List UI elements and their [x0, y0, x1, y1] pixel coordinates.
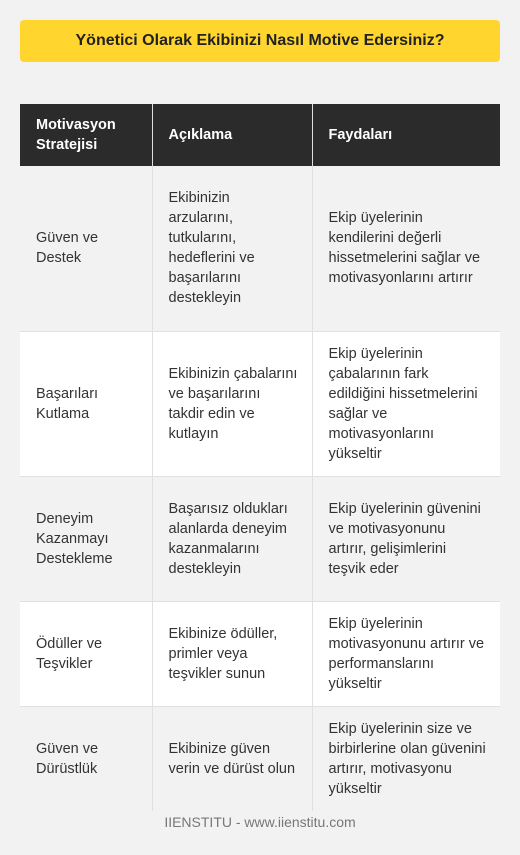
- table-row: [20, 331, 500, 476]
- strategy-cell: Güven ve Dürüstlük: [20, 706, 152, 811]
- description-cell: Ekibinizin arzularını, tutkularını, hedeflerini ve başarılarını destekleyin: [152, 166, 312, 331]
- description-cell: Ekibinize güven verin ve dürüst olun: [152, 706, 312, 811]
- strategy-cell: Deneyim Kazanmayı Destekleme: [20, 476, 152, 601]
- benefits-cell: Ekip üyelerinin motivasyonunu artırır ve performanslarını yükseltir: [312, 601, 500, 706]
- title-banner: [20, 20, 500, 62]
- benefits-cell: Ekip üyelerinin size ve birbirlerine olan güvenini artırır, motivasyonu yükseltir: [312, 706, 500, 811]
- strategy-cell: Başarıları Kutlama: [20, 331, 152, 476]
- description-cell: Ekibinizin çabalarını ve başarılarını takdir edin ve kutlayın: [152, 331, 312, 476]
- description-cell: Başarısız oldukları alanlarda deneyim kazanmalarını destekleyin: [152, 476, 312, 601]
- benefits-cell: Ekip üyelerinin kendilerini değerli hissetmelerini sağlar ve motivasyonlarını artırır: [312, 166, 500, 331]
- header-strategy: Motivasyon Stratejisi: [20, 104, 152, 166]
- strategy-table: [20, 104, 500, 811]
- benefits-cell: Ekip üyelerinin çabalarının fark edildiğini hissetmelerini sağlar ve motivasyonlarını yükseltir: [312, 331, 500, 476]
- table-row: [20, 601, 500, 706]
- header-benefits: Faydaları: [312, 104, 500, 166]
- page-title: Yönetici Olarak Ekibinizi Nasıl Motive Edersiniz?: [75, 32, 445, 49]
- benefits-cell: Ekip üyelerinin güvenini ve motivasyonunu artırır, gelişimlerini teşvik eder: [312, 476, 500, 601]
- header-description: Açıklama: [152, 104, 312, 166]
- table-row: [20, 706, 500, 811]
- strategy-cell: Güven ve Destek: [20, 166, 152, 331]
- table-header-row: [20, 104, 500, 166]
- table-row: [20, 166, 500, 331]
- strategy-cell: Ödüller ve Teşvikler: [20, 601, 152, 706]
- table-row: [20, 476, 500, 601]
- footer-credit: IIENSTITU - www.iienstitu.com: [164, 814, 356, 830]
- description-cell: Ekibinize ödüller, primler veya teşvikler sunun: [152, 601, 312, 706]
